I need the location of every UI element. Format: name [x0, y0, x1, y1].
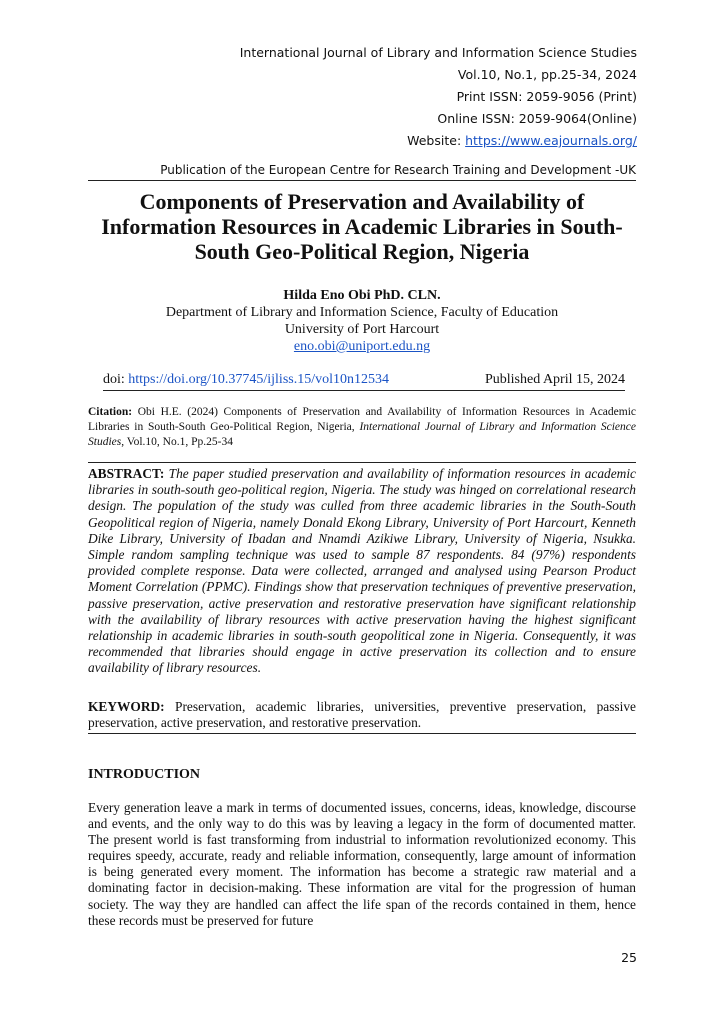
journal-header	[240, 42, 637, 152]
print-issn: Print ISSN: 2059-9056 (Print)	[456, 89, 637, 104]
citation	[88, 405, 636, 450]
author-name: Hilda Eno Obi PhD. CLN.	[283, 288, 441, 303]
author-department: Department of Library and Information Science, Faculty of Education	[165, 305, 559, 320]
doi-label: doi:	[103, 372, 129, 387]
published-date: Published April 15, 2024	[484, 372, 625, 387]
paper-title: Components of Preservation and Availability of Information Resources in Academic Libraries in South-South Geo-Political Region, Nigeria	[101, 189, 623, 264]
online-issn: Online ISSN: 2059-9064(Online)	[437, 111, 637, 126]
introduction-paragraph: Every generation leave a mark in terms of documented issues, concerns, ideas, knowledge, discourse and events, and the only way to do this was by leaving a legacy in the form of documented matter. The present world is fast transforming from industrial to information revolutionized economy. This requires speedy, accurate, ready and reliable information, consequently, large amount of information is being generated every moment. The information has become a strategic raw material and a dominating factor in decision-making. These information are vital for the progression of human society. The way they are handled can affect the life span of the records contained in them, hence these records must be preserved for future	[88, 800, 636, 928]
keywords-label: KEYWORD:	[88, 699, 165, 714]
volume-info: Vol.10, No.1, pp.25-34, 2024	[457, 67, 637, 82]
website-line	[240, 130, 637, 152]
citation-label: Citation:	[88, 406, 133, 418]
author-email-link[interactable]: eno.obi@uniport.edu.ng	[293, 339, 431, 354]
abstract-text: The paper studied preservation and availability of information resources in academic libraries in south-south geo-political region, Nigeria. The study was hinged on correlational research design. The population of the study was culled from three academic libraries in the South-South Geopolitical region of Nigeria, namely Donald Ekong Library, University of Port Harcourt, Kenneth Dike Library, University of Ibadan and Nnamdi Azikiwe Library, University of Nigeria, Nsukka. Simple random sampling technique was used to sample 87 respondents. 84 (97%) respondents provided complete response. Data were collected, arranged and analysed using Pearson Product Moment Correlation (PPMC). Findings show that preservation techniques of preventive preservation, passive preservation, active preservation and restorative preservation have significant relationship with the availability of library resources with active preservation having the highest significant relationship in academic libraries in south-south geopolitical zone in Nigeria. Consequently, it was recommended that libraries should engage in active preservation its collection and to ensure availability of library resources.	[88, 466, 636, 676]
website-label: Website:	[407, 133, 466, 148]
page-number: 25	[621, 950, 637, 965]
introduction-heading: INTRODUCTION	[88, 767, 201, 782]
abstract	[88, 462, 636, 677]
citation-text: Obi H.E. (2024) Components of Preservation and Availability of Information Resources in Academic Libraries in South-South Geo-Political Region, Nigeria,	[88, 406, 636, 433]
author-block	[88, 287, 636, 355]
doi-link[interactable]: https://doi.org/10.37745/ijliss.15/vol10n12534	[128, 372, 389, 387]
citation-tail: , Vol.10, No.1, Pp.25-34	[121, 436, 233, 448]
journal-name: International Journal of Library and Information Science Studies	[239, 45, 637, 60]
keywords-text: Preservation, academic libraries, universities, preventive preservation, passive preservation, active preservation, and restorative preservation.	[88, 699, 636, 731]
doi-row	[103, 372, 625, 391]
citation-journal: International Journal of Library and Information Science Studies	[88, 421, 636, 448]
publisher-line: Publication of the European Centre for Research Training and Development -UK	[88, 162, 636, 181]
author-university: University of Port Harcourt	[284, 322, 440, 337]
doi	[103, 372, 389, 388]
website-link[interactable]: https://www.eajournals.org/	[465, 133, 637, 148]
keywords	[88, 699, 636, 734]
abstract-label: ABSTRACT:	[88, 466, 165, 481]
